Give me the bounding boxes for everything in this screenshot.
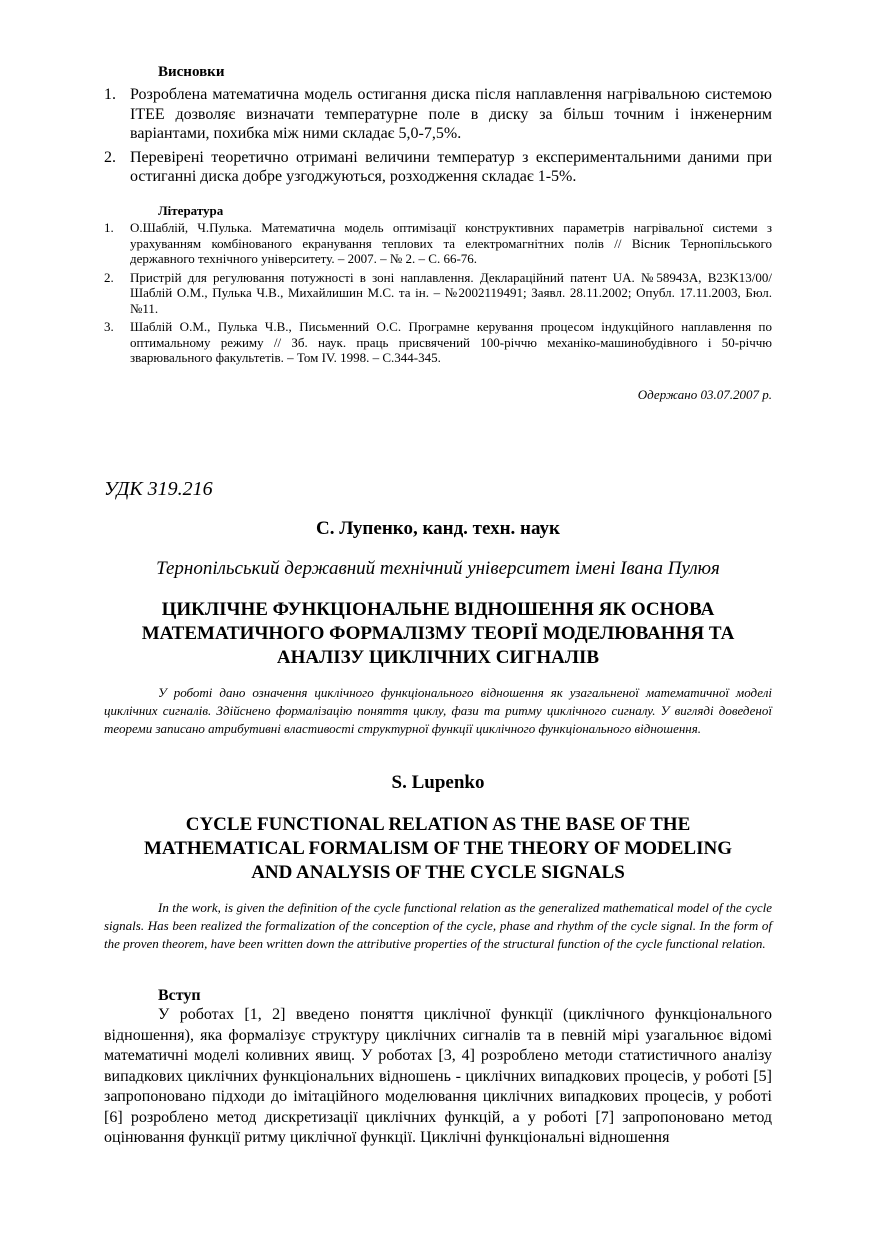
- received-date: Одержано 03.07.2007 р.: [637, 387, 772, 402]
- list-item-number: 2.: [104, 148, 116, 166]
- reference-item: [104, 319, 772, 366]
- reference-item: [104, 220, 772, 267]
- intro-heading: Вступ: [158, 987, 201, 1004]
- paper-title-ua: [104, 598, 772, 670]
- reference-item: [104, 270, 772, 317]
- list-item-text: Розроблена математична модель остигання диска після наплавлення нагрівальною системою ITEE дозволяє визначати температурне поле в диску за більш точним і інженерним варіантами, похибка між ними складає 5,0-7,5%.: [130, 86, 772, 142]
- author-ua: С. Лупенко, канд. техн. наук: [316, 518, 560, 539]
- references-heading: Література: [158, 203, 224, 218]
- title-line: AND ANALYSIS OF THE CYCLE SIGNALS: [251, 862, 625, 883]
- title-line: MATHEMATICAL FORMALISM OF THE THEORY OF MODELING: [143, 838, 733, 859]
- intro-paragraph: У роботах [1, 2] введено поняття циклічної функції (циклічного функціонального відношення), яка формалізує структуру циклічних сигналів та в певній мірі узагальнює відомі математичні моделі коливних явищ. У роботах [3, 4] розроблено методи статистичного аналізу випадкових циклічних функціональних відношень - циклічних випадкових процесів, у роботі [5] запропоновано підходи до імітаційного моделювання циклічних випадкових процесів, у роботі [6] розроблено метод дискретизації циклічних функцій, а у роботі [7] запропоновано метод оцінювання функції ритму циклічної функції. Циклічні функціональні відношення: [104, 1006, 772, 1146]
- conclusions-heading: Висновки: [158, 64, 225, 80]
- references-list: [104, 220, 772, 366]
- list-item-text: Перевірені теоретично отримані величини температур з експериментальними даними при остиганні диска добре узгоджуються, розходження складає 1-5%.: [130, 148, 772, 185]
- reference-number: 3.: [104, 319, 114, 334]
- reference-text: Шаблій О.М., Пулька Ч.В., Письменний О.С. Програмне керування процесом індукційного наплавлення по оптимальному режиму // Зб. наук. праць присвячений 100-річчю механіко-машинобудівного і 50-річчю зварювального факультетів. – Том IV. 1998. – С.344-345.: [130, 319, 772, 365]
- author-en: S. Lupenko: [391, 772, 485, 793]
- abstract-ua: У роботі дано означення циклічного функціонального відношення як узагальненої математичної моделі циклічних сигналів. Здійснено формалізацію поняття циклу, фази та ритму циклічного сигналу. У вигляді доведеної теореми записано атрибутивні властивості структурної функції циклічного функціонального відношення.: [104, 685, 772, 736]
- reference-number: 1.: [104, 220, 114, 235]
- list-item: [104, 148, 772, 187]
- title-line: CYCLE FUNCTIONAL RELATION AS THE BASE OF THE: [185, 814, 691, 835]
- list-item: [104, 85, 772, 144]
- reference-text: О.Шаблій, Ч.Пулька. Математична модель оптимізації конструктивних параметрів нагрівальної системи з урахуванням комбінованого екранування теплових та електромагнітних полів // Вісник Тернопільського державного технічного університету. – 2007. – № 2. – С. 66-76.: [130, 220, 772, 266]
- reference-number: 2.: [104, 269, 114, 285]
- title-line: МАТЕМАТИЧНОГО ФОРМАЛІЗМУ ТЕОРІЇ МОДЕЛЮВАННЯ ТА: [141, 623, 735, 644]
- title-line: ЦИКЛІЧНЕ ФУНКЦІОНАЛЬНЕ ВІДНОШЕННЯ ЯК ОСНОВА: [161, 599, 715, 620]
- affiliation: Тернопільський державний технічний університет імені Івана Пулюя: [156, 558, 720, 579]
- title-line: АНАЛІЗУ ЦИКЛІЧНИХ СИГНАЛІВ: [276, 647, 600, 668]
- paper-title-en: [104, 813, 772, 885]
- list-item-number: 1.: [104, 86, 116, 103]
- conclusions-list: [104, 85, 772, 187]
- abstract-en: In the work, is given the definition of the cycle functional relation as the generalized mathematical model of the cycle signals. Has been realized the formalization of the conception of the cycle, phase and rhythm of the cycle signal. In the form of the proven theorem, have been written down the attributive properties of the structural function of the cycle functional relation.: [104, 900, 772, 951]
- reference-text: Пристрій для регулювання потужності в зоні наплавлення. Деклараційний патент UA. №58943A, B23K13/00/Шаблій О.М., Пулька Ч.В., Михайлишин М.С. та ін. – №2002119491; Заявл. 28.11.2002; Опубл. 17.11.2003, Бюл. №11.: [130, 269, 772, 316]
- udk-code: УДК 319.216: [104, 478, 213, 500]
